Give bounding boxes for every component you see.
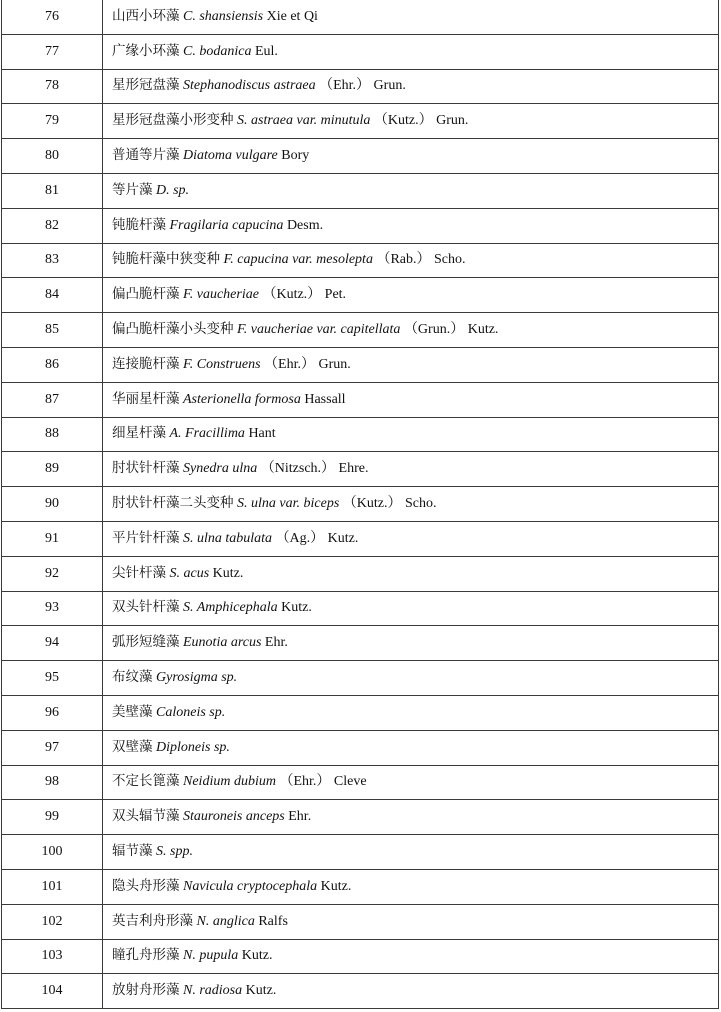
scientific-name: Stauroneis anceps [183,809,285,825]
table-row [2,730,719,765]
row-number: 86 [2,347,103,382]
table-row [2,974,719,1009]
chinese-name: 尖针杆藻 [112,564,166,581]
author-citation: Kutz. [212,565,244,581]
scientific-name: Synedra ulna [183,461,258,477]
author-citation: Hassall [304,391,346,407]
chinese-name: 星形冠盘藻 [112,77,180,94]
species-name-cell [103,730,719,765]
chinese-name: 山西小环藻 [112,7,180,24]
species-name-cell [103,869,719,904]
row-number: 77 [2,34,103,69]
species-name-cell [103,591,719,626]
row-number: 81 [2,173,103,208]
species-name-cell [103,347,719,382]
row-number: 79 [2,104,103,139]
author-citation: （Kutz.） Pet. [262,287,347,303]
table-row [2,208,719,243]
author-citation: Kutz. [320,878,352,894]
scientific-name: S. Amphicephala [183,600,278,616]
table-row [2,904,719,939]
author-citation: （Ehr.） Grun. [319,78,406,94]
chinese-name: 隐头舟形藻 [112,877,180,894]
scientific-name: F. Construens [183,356,261,372]
row-number: 93 [2,591,103,626]
scientific-name: S. acus [169,565,210,581]
author-citation: （Nitzsch.） Ehre. [260,461,369,477]
scientific-name: Gyrosigma sp. [156,670,238,686]
chinese-name: 广缘小环藻 [112,42,180,59]
chinese-name: 瞳孔舟形藻 [112,947,180,964]
scientific-name: Eunotia arcus [183,635,262,651]
scientific-name: F. vaucheriae [183,287,259,303]
table-row [2,69,719,104]
author-citation: Kutz. [241,948,273,964]
species-name-cell [103,173,719,208]
species-name-cell [103,835,719,870]
chinese-name: 双头针杆藻 [112,599,180,616]
species-name-cell [103,417,719,452]
chinese-name: 英吉利舟形藻 [112,912,193,929]
scientific-name: F. capucina var. mesolepta [223,252,373,268]
row-number: 76 [2,0,103,34]
table-row [2,243,719,278]
scientific-name: F. vaucheriae var. capitellata [237,322,401,338]
chinese-name: 布纹藻 [112,669,153,686]
table-row [2,800,719,835]
species-name-cell [103,104,719,139]
scientific-name: N. radiosa [183,983,243,999]
row-number: 92 [2,556,103,591]
row-number: 88 [2,417,103,452]
row-number: 102 [2,904,103,939]
species-table-container [1,0,719,1009]
chinese-name: 偏凸脆杆藻小头变种 [112,321,234,338]
chinese-name: 不定长篦藻 [112,773,180,790]
chinese-name: 双壁藻 [112,738,153,755]
row-number: 104 [2,974,103,1009]
scientific-name: A. Fracillima [169,426,245,442]
table-row [2,939,719,974]
species-name-cell [103,313,719,348]
scientific-name: S. spp. [156,844,193,860]
author-citation: （Ehr.） Grun. [264,356,351,372]
row-number: 89 [2,452,103,487]
species-table [1,0,719,1009]
row-number: 103 [2,939,103,974]
chinese-name: 美壁藻 [112,703,153,720]
author-citation: Kutz. [281,600,312,616]
table-row [2,382,719,417]
row-number: 85 [2,313,103,348]
author-citation: （Kutz.） Scho. [342,496,437,512]
species-name-cell [103,661,719,696]
scientific-name: Fragilaria capucina [169,217,284,233]
species-name-cell [103,452,719,487]
author-citation: Ehr. [264,635,288,651]
scientific-name: Caloneis sp. [156,704,226,720]
scientific-name: Neidium dubium [183,774,276,790]
row-number: 87 [2,382,103,417]
chinese-name: 肘状针杆藻 [112,460,180,477]
row-number: 78 [2,69,103,104]
scientific-name: Asterionella formosa [183,391,301,407]
author-citation: （Kutz.） Grun. [373,113,469,129]
species-name-cell [103,626,719,661]
table-row [2,278,719,313]
chinese-name: 钝脆杆藻 [112,216,166,233]
chinese-name: 平片针杆藻 [112,529,180,546]
species-table-body [2,0,719,1009]
table-row [2,521,719,556]
row-number: 100 [2,835,103,870]
chinese-name: 钝脆杆藻中狭变种 [112,251,220,268]
author-citation: Ralfs [258,913,288,929]
table-row [2,417,719,452]
scientific-name: Stephanodiscus astraea [183,78,316,94]
row-number: 94 [2,626,103,661]
table-row [2,452,719,487]
species-name-cell [103,139,719,174]
table-row [2,869,719,904]
chinese-name: 辐节藻 [112,843,153,860]
chinese-name: 连接脆杆藻 [112,355,180,372]
table-row [2,104,719,139]
author-citation: Kutz. [245,983,277,999]
table-row [2,591,719,626]
row-number: 97 [2,730,103,765]
table-row [2,695,719,730]
row-number: 80 [2,139,103,174]
author-citation: （Grun.） Kutz. [403,322,499,338]
chinese-name: 肘状针杆藻二头变种 [112,495,234,512]
scientific-name: N. anglica [196,913,255,929]
scientific-name: Diatoma vulgare [183,148,278,164]
chinese-name: 星形冠盘藻小形变种 [112,112,234,129]
table-row [2,139,719,174]
author-citation: Desm. [286,217,324,233]
chinese-name: 普通等片藻 [112,147,180,164]
species-name-cell [103,800,719,835]
table-row [2,34,719,69]
table-row [2,556,719,591]
row-number: 83 [2,243,103,278]
row-number: 90 [2,487,103,522]
row-number: 96 [2,695,103,730]
chinese-name: 细星杆藻 [112,425,166,442]
species-name-cell [103,69,719,104]
author-citation: Xie et Qi [266,8,318,24]
table-row [2,313,719,348]
author-citation: （Rab.） Scho. [376,252,466,268]
scientific-name: C. bodanica [183,43,252,59]
author-citation: （Ehr.） Cleve [279,774,367,790]
row-number: 101 [2,869,103,904]
species-name-cell [103,243,719,278]
species-name-cell [103,278,719,313]
species-name-cell [103,695,719,730]
table-row [2,0,719,34]
scientific-name: S. astraea var. minutula [237,113,371,129]
table-row [2,765,719,800]
species-name-cell [103,904,719,939]
table-row [2,835,719,870]
species-name-cell [103,939,719,974]
row-number: 82 [2,208,103,243]
table-row [2,487,719,522]
scientific-name: D. sp. [156,182,190,198]
chinese-name: 双头辐节藻 [112,808,180,825]
species-name-cell [103,208,719,243]
scientific-name: Navicula cryptocephala [183,878,318,894]
chinese-name: 放射舟形藻 [112,982,180,999]
species-name-cell [103,382,719,417]
table-row [2,173,719,208]
chinese-name: 华丽星杆藻 [112,390,180,407]
species-name-cell [103,556,719,591]
scientific-name: S. ulna var. biceps [237,496,340,512]
author-citation: （Ag.） Kutz. [275,530,359,546]
chinese-name: 弧形短缝藻 [112,634,180,651]
row-number: 84 [2,278,103,313]
chinese-name: 偏凸脆杆藻 [112,286,180,303]
species-name-cell [103,487,719,522]
species-name-cell [103,974,719,1009]
row-number: 91 [2,521,103,556]
scientific-name: N. pupula [183,948,239,964]
author-citation: Hant [248,426,276,442]
row-number: 95 [2,661,103,696]
scientific-name: C. shansiensis [183,8,264,24]
row-number: 98 [2,765,103,800]
species-name-cell [103,765,719,800]
species-name-cell [103,521,719,556]
chinese-name: 等片藻 [112,181,153,198]
scientific-name: Diploneis sp. [156,739,230,755]
table-row [2,626,719,661]
species-name-cell [103,0,719,34]
species-name-cell [103,34,719,69]
row-number: 99 [2,800,103,835]
author-citation: Eul. [254,43,278,59]
scientific-name: S. ulna tabulata [183,530,273,546]
table-row [2,347,719,382]
author-citation: Bory [281,148,310,164]
table-row [2,661,719,696]
author-citation: Ehr. [288,809,312,825]
